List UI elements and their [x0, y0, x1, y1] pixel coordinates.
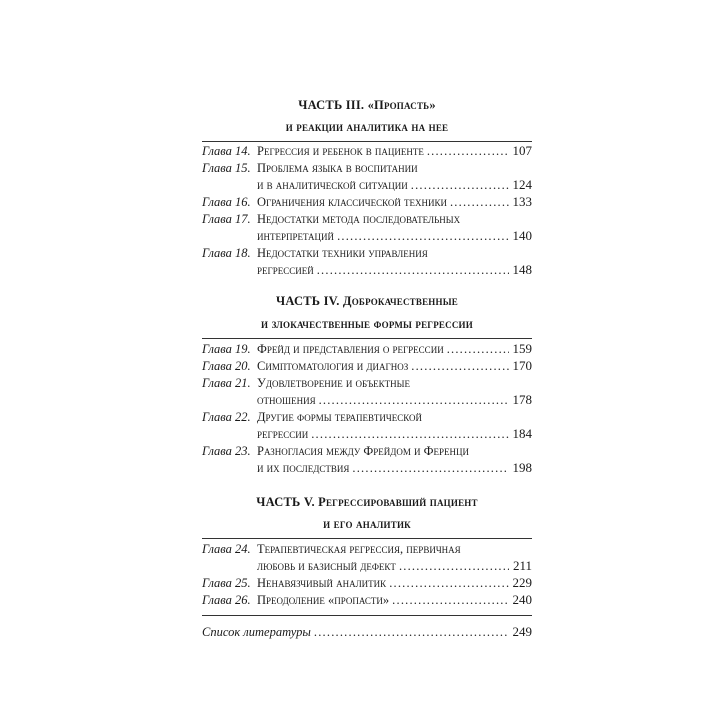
leader-dots — [311, 426, 508, 442]
leader-dots — [314, 624, 509, 640]
chapter-title: Ненавязчивый аналитик — [257, 576, 387, 590]
divider — [202, 141, 532, 142]
chapter-title: Другие формы терапевтической — [257, 410, 423, 424]
chapter-title-cont: любовь и базисный дефект — [257, 559, 396, 573]
divider — [202, 338, 532, 339]
chapter-label: Глава 20. — [202, 359, 251, 373]
leader-dots — [392, 592, 508, 608]
toc-page — [202, 0, 532, 720]
page-number: 148 — [512, 262, 532, 277]
chapter-label: Глава 23. — [202, 444, 251, 458]
chapter-title-cont: регрессией — [257, 263, 314, 277]
chapter-label: Глава 18. — [202, 246, 251, 260]
leader-dots — [411, 358, 508, 374]
leader-dots — [352, 460, 508, 476]
chapter-label: Глава 21. — [202, 376, 251, 390]
page-number: 211 — [512, 558, 532, 573]
chapter-title-cont: интерпретаций — [257, 229, 335, 243]
chapter-label: Глава 14. — [202, 144, 251, 158]
part-5-title: ЧАСТЬ V. Регрессировавший пациент — [256, 495, 478, 509]
page-number: 140 — [512, 228, 532, 243]
chapter-title: Симптоматология и диагноз — [257, 359, 409, 373]
page-number: 159 — [512, 341, 532, 356]
chapter-title-cont: отношения — [257, 393, 316, 407]
chapter-label: Глава 15. — [202, 161, 251, 175]
page-number: 170 — [512, 358, 532, 373]
leader-dots — [317, 262, 509, 278]
chapter-title: Терапевтическая регрессия, первичная — [257, 542, 461, 556]
part-4-title: ЧАСТЬ IV. Доброкачественные — [276, 294, 458, 308]
chapter-title-cont: регрессии — [257, 427, 309, 441]
page-number: 107 — [512, 143, 532, 158]
page-number: 249 — [512, 624, 532, 639]
part-3-title: ЧАСТЬ III. «Пропасть» — [298, 98, 436, 112]
page-number: 133 — [512, 194, 532, 209]
chapter-title-cont: и в аналитической ситуации — [257, 178, 408, 192]
chapter-title: Удовлетворение и объектные — [257, 376, 411, 390]
chapter-title: Разногласия между Фрейдом и Ференци — [257, 444, 470, 458]
leader-dots — [450, 194, 509, 210]
page-number: 124 — [512, 177, 532, 192]
chapter-label: Глава 24. — [202, 542, 251, 556]
leader-dots — [337, 228, 508, 244]
chapter-title: Недостатки техники управления — [257, 246, 428, 260]
chapter-title: Фрейд и представления о регрессии — [257, 342, 444, 356]
page-number: 178 — [512, 392, 532, 407]
leader-dots — [447, 341, 509, 357]
leader-dots — [319, 392, 509, 408]
leader-dots — [411, 177, 509, 193]
leader-dots — [399, 558, 509, 574]
page-number: 229 — [512, 575, 532, 590]
chapter-label: Глава 19. — [202, 342, 251, 356]
chapter-title: Преодоление «пропасти» — [257, 593, 390, 607]
divider — [202, 538, 532, 539]
chapter-title: Ограничения классической техники — [257, 195, 447, 209]
divider — [202, 615, 532, 616]
chapter-label: Глава 16. — [202, 195, 251, 209]
leader-dots — [389, 575, 508, 591]
chapter-label: Глава 25. — [202, 576, 251, 590]
chapter-label: Глава 26. — [202, 593, 251, 607]
references-label: Список литературы — [202, 625, 311, 639]
page-number: 240 — [512, 592, 532, 607]
chapter-title: Недостатки метода последовательных — [257, 212, 461, 226]
chapter-label: Глава 22. — [202, 410, 251, 424]
page-number: 198 — [512, 460, 532, 475]
chapter-title-cont: и их последствия — [257, 461, 350, 475]
chapter-label: Глава 17. — [202, 212, 251, 226]
part-4-subtitle: и злокачественные формы регрессии — [261, 317, 473, 331]
part-5-subtitle: и его аналитик — [323, 517, 411, 531]
page-number: 184 — [512, 426, 532, 441]
leader-dots — [427, 143, 509, 159]
chapter-title: Регрессия и ребенок в пациенте — [257, 144, 424, 158]
part-3-subtitle: и реакции аналитика на нее — [285, 120, 449, 134]
chapter-title: Проблема языка в воспитании — [257, 161, 418, 175]
